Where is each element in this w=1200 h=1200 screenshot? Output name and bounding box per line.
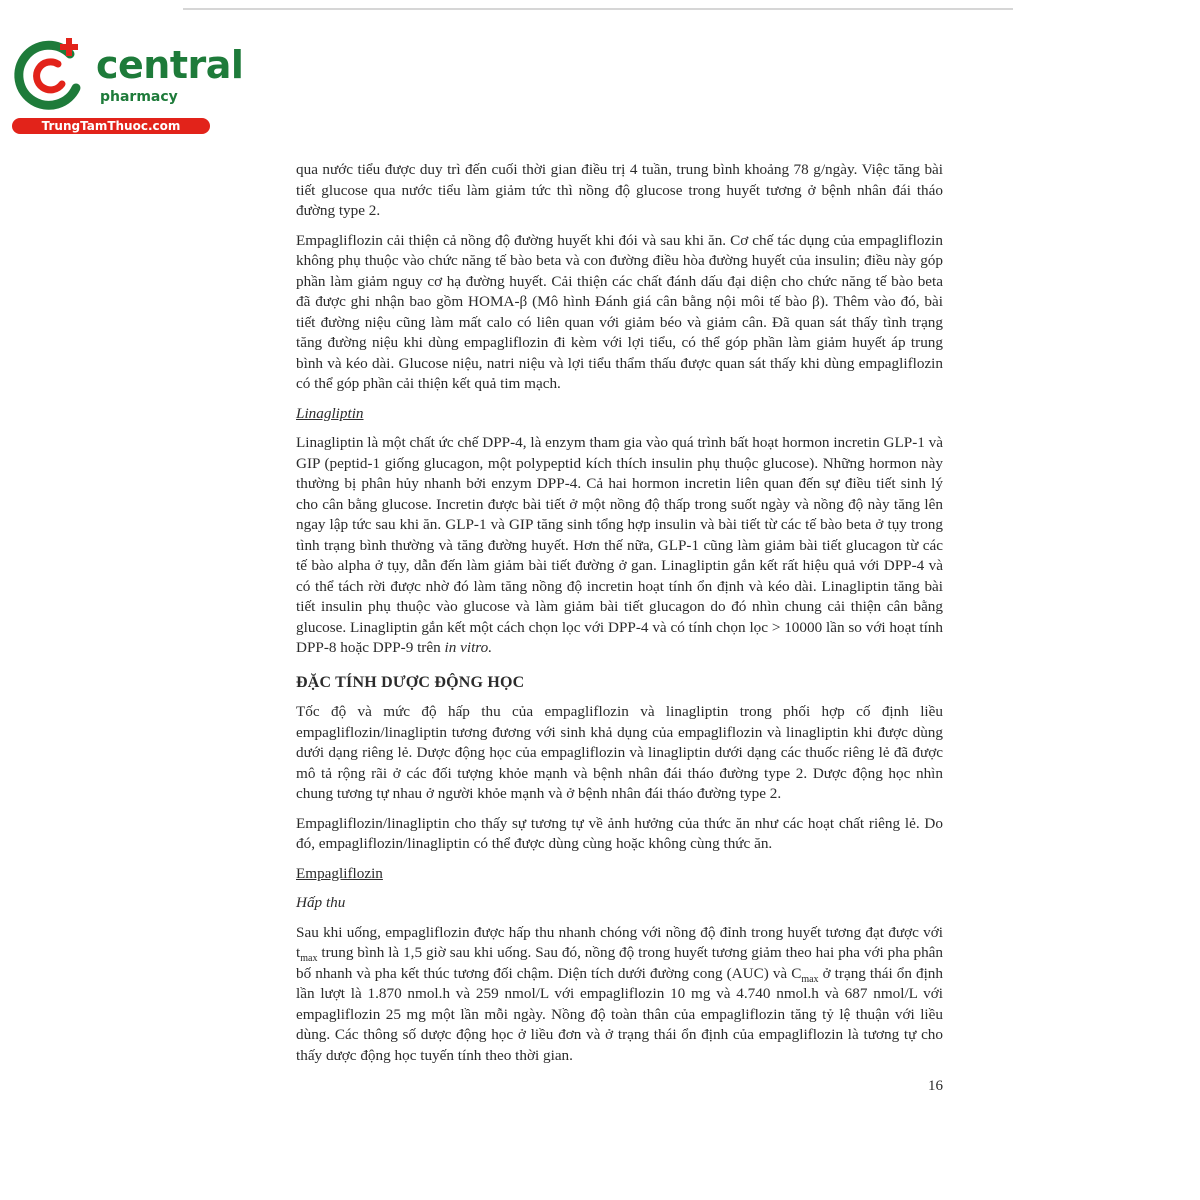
- paragraph-text: ở trạng thái ổn định lần lượt là 1.870 nmol.h và 259 nmol/L với empagliflozin 10 mg và 4.740 nmol.h và 687 nmol/L với empagliflozin 25 mg một lần mỗi ngày. Nồng độ toàn thân của empagliflozin tăng tỷ lệ thuận với liều dùng. Các thông số dược động học ở liều đơn và ở trạng thái ổn định của empagliflozin là tương tự cho thấy dược động học tuyến tính theo thời gian.: [296, 964, 943, 1064]
- paragraph: [296, 433, 943, 659]
- document-body: [296, 160, 943, 1075]
- empagliflozin-heading: Empagliflozin: [296, 864, 383, 882]
- brand-logo: [10, 36, 244, 136]
- top-rule: [183, 8, 1013, 10]
- paragraph: Empagliflozin cải thiện cả nồng độ đường huyết khi đói và sau khi ăn. Cơ chế tác dụng của empagliflozin không phụ thuộc vào chức năng tế bào beta và con đường điều hòa đường huyết của insulin; điều này góp phần làm giảm nguy cơ hạ đường huyết. Cải thiện các chất đánh dấu đại diện cho chức năng tế bào beta đã được ghi nhận bao gồm HOMA-β (Mô hình Đánh giá cân bằng nội môi tế bào β). Thêm vào đó, bài tiết đường niệu cũng làm mất calo có liên quan với giảm béo và giảm cân. Đã quan sát thấy tình trạng tăng đường niệu khi dùng empagliflozin đi kèm với lợi tiểu, có thể góp phần làm giảm huyết áp trung bình và kéo dài. Glucose niệu, natri niệu và lợi tiểu thẩm thấu được quan sát thấy khi dùng empagliflozin có thể góp phần cải thiện kết quả tim mạch.: [296, 231, 943, 392]
- paragraph: Tốc độ và mức độ hấp thu của empagliflozin và linagliptin trong phối hợp cố định liều empagliflozin/linagliptin tương đương với sinh khả dụng của empagliflozin và linagliptin khi được dùng dưới dạng riêng lẻ. Dược động học của empagliflozin và linagliptin dưới dạng các thuốc riêng lẻ đã được mô tả rộng rãi ở các đối tượng khỏe mạnh và bệnh nhân đái tháo đường type 2. Dược động học nhìn chung tương tự nhau ở người khỏe mạnh và ở bệnh nhân đái tháo đường type 2.: [296, 703, 943, 802]
- paragraph-text: Linagliptin là một chất ức chế DPP-4, là enzym tham gia vào quá trình bất hoạt hormon incretin GLP-1 và GIP (peptid-1 giống glucagon, một polypeptid kích thích insulin phụ thuộc glucose). Những hormon này thường bị phân hủy nhanh bởi enzym DPP-4. Cả hai hormon incretin liên quan đến sự điều tiết sinh lý cho cân bằng glucose. Incretin được bài tiết ở một nồng độ thấp trong suốt ngày và nồng độ này tăng lên ngay lập tức sau khi ăn. GLP-1 và GIP tăng sinh tổng hợp insulin và bài tiết từ các tế bào beta ở tụy trong tình trạng bình thường và tăng đường huyết. Hơn thế nữa, GLP-1 cũng làm giảm bài tiết glucagon từ các tế bào alpha ở tụy, dẫn đến làm giảm bài tiết đường ở gan. Linagliptin gắn kết rất hiệu quả với DPP-4 và có thể tách rời được nhờ đó làm tăng nồng độ incretin hoạt tính ổn định và kéo dài. Linagliptin tăng bài tiết insulin phụ thuộc vào glucose và làm giảm bài tiết glucagon do đó nhìn chung cải thiện cân bằng glucose. Linagliptin gắn kết một cách chọn lọc với DPP-4 và có tính chọn lọc > 10000 lần so với hoạt tính DPP-8 hoặc DPP-9 trên: [296, 434, 943, 656]
- paragraph: qua nước tiểu được duy trì đến cuối thời gian điều trị 4 tuần, trung bình khoảng 78 g/ngày. Việc tăng bài tiết glucose qua nước tiểu làm giảm tức thì nồng độ glucose trong huyết tương ở bệnh nhân đái tháo đường type 2.: [296, 161, 943, 219]
- brand-name: central: [96, 43, 244, 87]
- paragraph: [296, 923, 943, 1067]
- pharmacy-logo-icon: [10, 36, 90, 116]
- paragraph-italic-text: in vitro.: [444, 639, 493, 656]
- absorption-heading: Hấp thu: [296, 894, 346, 911]
- linagliptin-heading: Linagliptin: [296, 404, 364, 422]
- paragraph: Empagliflozin/linagliptin cho thấy sự tương tự về ảnh hưởng của thức ăn như các hoạt chất riêng lẻ. Do đó, empagliflozin/linagliptin có thể được dùng cùng hoặc không cùng thức ăn.: [296, 814, 943, 852]
- subscript: max: [300, 953, 318, 965]
- brand-sub: pharmacy: [100, 89, 178, 105]
- paragraph-text: Sau khi uống, empagliflozin được hấp thu nhanh chóng với nồng độ đỉnh trong huyết tương đạt được với t: [296, 923, 943, 961]
- paragraph-text: trung bình là 1,5 giờ sau khi uống. Sau đó, nồng độ trong huyết tương giảm theo hai pha với pha phân bố nhanh và pha kết thúc tương đối chậm. Diện tích dưới đường cong (AUC) và C: [296, 944, 943, 982]
- brand-url[interactable]: TrungTamThuoc.com: [12, 118, 210, 134]
- page-number: 16: [928, 1078, 943, 1094]
- section-title: ĐẶC TÍNH DƯỢC ĐỘNG HỌC: [296, 673, 525, 691]
- subscript: max: [801, 973, 819, 985]
